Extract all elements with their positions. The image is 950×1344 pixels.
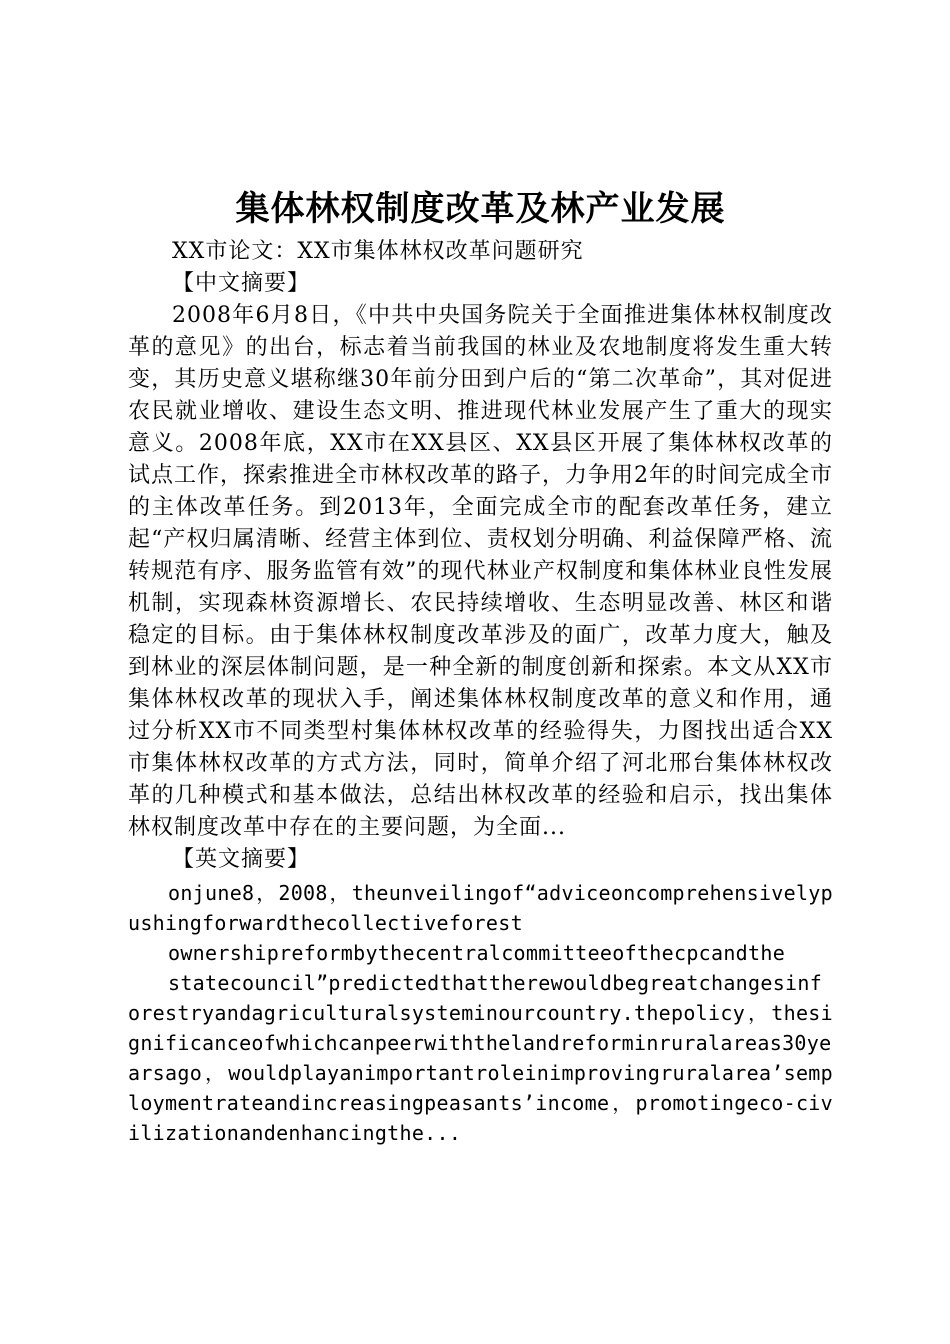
document-subtitle: XX市论文：XX市集体林权改革问题研究	[172, 239, 584, 264]
document-title: 集体林权制度改革及林产业发展	[235, 189, 726, 229]
cn-abstract-paragraph: 2008年6月8日，《中共中央国务院关于全面推进集体林权制度改革的意见》的出台，标志着当前我国的林业及农地制度将发生重大转变，其历史意义堪称继30年前分田到户后的“第二次革命”，其对促进农民就业增收、建设生态文明、推进现代林业发展产生了重大的现实意义。2008年底，XX市在XX县区、XX县区开展了集体林权改革的试点工作，探索推进全市林权改革的路子，力争用2年的时间完成全市的主体改革任务。到2013年，全面完成全市的配套改革任务，建立起“产权归属清晰、经营主体到位、责权划分明确、利益保障严格、流转规范有序、服务监管有效”的现代林业产权制度和集体林业良性发展机制，实现森林资源增长、农民持续增收、生态明显改善、林区和谐稳定的目标。由于集体林权制度改革涉及的面广，改革力度大，触及到林业的深层体制问题，是一种全新的制度创新和探索。本文从XX市集体林权改革的现状入手，阐述集体林权制度改革的意义和作用，通过分析XX市不同类型村集体林权改革的经验得失，力图找出适合XX市集体林权改革的方式方法，同时，简单介绍了河北邢台集体林权改革的几种模式和基本做法，总结出林权改革的经验和启示，找出集体林权制度改革中存在的主要问题，为全面...	[128, 303, 833, 840]
en-abstract-heading: 【英文摘要】	[172, 847, 311, 872]
en-abstract-paragraph-1: onjune8，2008，theunveilingof“adviceoncomprehensivelypushingforwardthecollectiveforest	[128, 881, 833, 935]
en-abstract-paragraph-3: statecouncil”predictedthattherewouldbegreatchangesinforestryandagriculturalsysteminourcountry.thepolicy，thesignificanceofwhichcanpeerwiththelandreforminruralareas30yearsago，wouldplayanimportantroleinimprovingruralarea’semploymentrateandincreasingpeasants’income，promotingeco-civilizationandenhancingthe...	[128, 971, 833, 1145]
document-body	[128, 236, 833, 1148]
cn-abstract-heading: 【中文摘要】	[172, 271, 311, 296]
en-abstract-paragraph-2: ownershipreformbythecentralcommitteeofthecpcandthe	[168, 941, 786, 965]
